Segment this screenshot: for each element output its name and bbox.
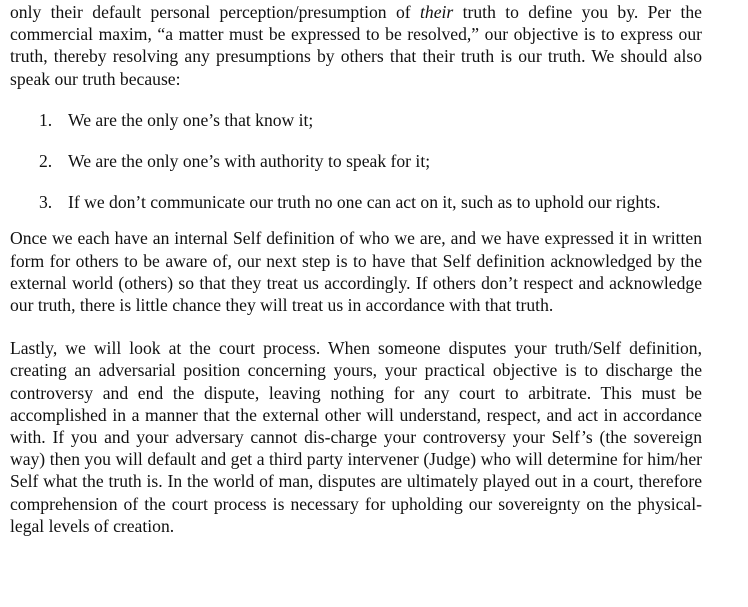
court-process-paragraph: Lastly, we will look at the court process. When someone disputes your truth/Self definition, creating an adversarial position concerning yours, your practical objective is to discharge the controversy and end the dispute, leaving nothing for any court to arbitrate. This must be accomplished in a manner that the external other will understand, respect, and act in accordance with. If you and your adversary cannot dis-charge your controversy your Self’s (the sovereign way) then you will default and get a third party intervener (Judge) who will determine for him/her Self what the truth is. In the world of man, disputes are ultimately played out in a court, therefore comprehension of the court process is necessary for upholding our sovereignty on the physical-legal levels of creation. bbox=[10, 338, 702, 536]
self-definition-paragraph: Once we each have an internal Self definition of who we are, and we have expressed it in written form for others to be aware of, our next step is to have that Self definition acknowledged by the external world (others) so that they treat us accordingly. If others don’t respect and acknowledge our truth, there is little chance they will treat us in accordance with that truth. bbox=[10, 228, 702, 316]
intro-text-end: truth to define you by. Per the commercial maxim, “a matter must be expressed to be resolved,” our objective is to express our truth, thereby resolving any presumptions by others that their truth is our truth. We should also speak our truth because: bbox=[10, 2, 702, 89]
list-item-text: We are the only one’s with authority to speak for it; bbox=[68, 151, 431, 172]
list-number: 3. bbox=[39, 192, 53, 213]
list-number: 1. bbox=[39, 109, 53, 130]
list-item bbox=[10, 109, 702, 131]
list-item bbox=[10, 150, 702, 172]
intro-emphasis: their bbox=[420, 2, 454, 22]
list-number: 2. bbox=[39, 151, 53, 172]
list-item bbox=[10, 191, 702, 213]
reasons-list bbox=[10, 109, 702, 214]
intro-text-start: only their default personal perception/presumption of bbox=[10, 2, 421, 22]
list-item-text: If we don’t communicate our truth no one can act on it, such as to uphold our rights. bbox=[68, 192, 661, 213]
intro-paragraph bbox=[10, 1, 702, 90]
list-item-text: We are the only one’s that know it; bbox=[68, 109, 314, 130]
document-page bbox=[10, 0, 702, 537]
